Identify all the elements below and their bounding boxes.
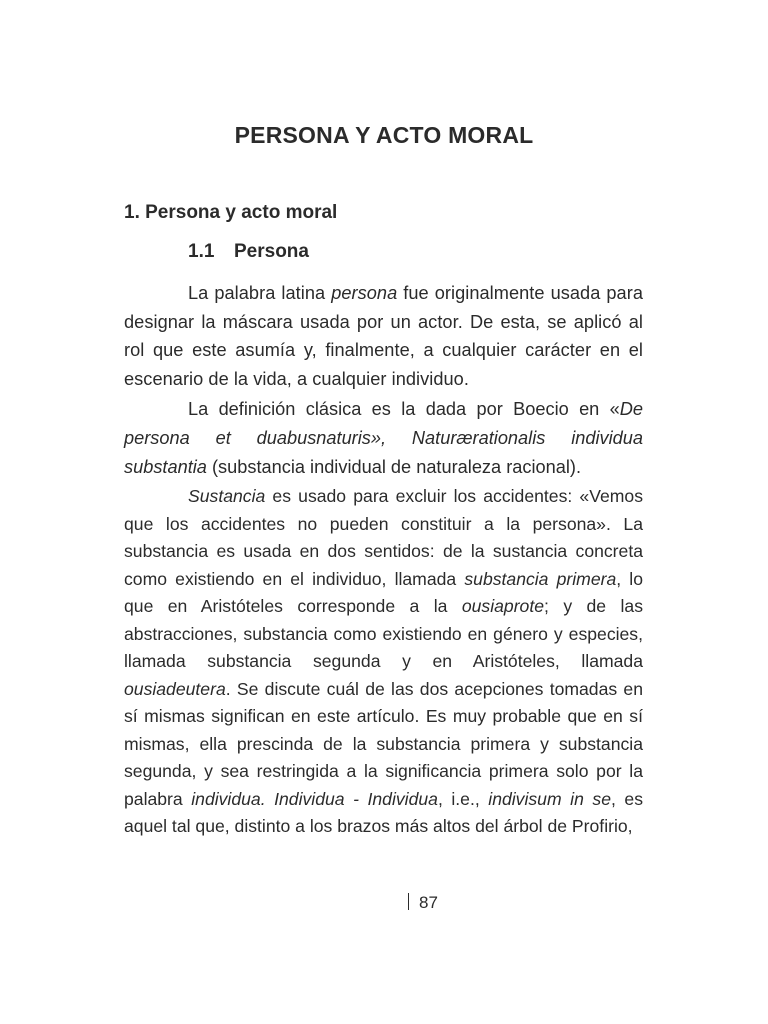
italic-run: Sustancia: [188, 486, 266, 507]
text-run: La definición clásica es la dada por Boecio en «: [188, 399, 620, 420]
subsection-heading: [188, 241, 309, 263]
italic-run: ousiadeutera: [124, 678, 226, 699]
text-run: . Se discute cuál de las dos acepciones tomadas en sí mismas significan en este artículo. Es muy probable que en sí mismas, ella prescinda de la substancia primera y substancia segunda, y sea restringida a la significancia primera solo por la palabra: [124, 678, 643, 809]
text-run: (substancia individual de naturaleza racional).: [206, 456, 581, 477]
italic-run: individua. Individua - Individua: [191, 788, 438, 809]
page-number-divider: [408, 893, 409, 910]
text-run: , lo que en Aristóteles corresponde a la: [124, 568, 643, 617]
paragraph: [124, 395, 643, 481]
italic-run: substancia primera: [464, 568, 617, 589]
italic-run: ousiaprote: [461, 596, 545, 617]
page-number: [408, 893, 438, 913]
subsection-label: Persona: [234, 241, 309, 262]
text-run: es usado para excluir los accidentes: «Vemos que los accidentes no pueden constituir a la persona». La substancia es usada en dos sentidos: de la sustancia concreta como existiendo en el individuo, llamada: [124, 486, 643, 589]
paragraph: [124, 483, 643, 841]
italic-run: persona: [331, 283, 398, 303]
text-run: ; y de las abstracciones, substancia como existiendo en género y especies, llamada substancia segunda y en Aristóteles, llamada: [124, 596, 643, 672]
text-run: , i.e.,: [437, 788, 489, 809]
subsection-number: 1.1: [188, 241, 215, 262]
italic-run: indivisum in se: [488, 788, 611, 809]
paragraph: [124, 279, 643, 393]
body-text: [124, 279, 643, 841]
text-run: , es aquel tal que, distinto a los brazos más altos del árbol de Profirio,: [124, 788, 643, 837]
text-run: La palabra latina: [188, 283, 332, 303]
section-heading: 1. Persona y acto moral: [124, 202, 338, 223]
page-number-value: 87: [419, 893, 438, 912]
text-run: fue originalmente usada para designar la máscara usada por un actor. De esta, se aplicó al rol que este asumía y, finalmente, a cualquier carácter en el escenario de la vida, a cualquier individuo.: [124, 283, 643, 389]
page-title: PERSONA Y ACTO MORAL: [234, 122, 534, 148]
italic-run: De persona et duabusnaturis», Naturærationalis individua substantia: [124, 399, 643, 477]
